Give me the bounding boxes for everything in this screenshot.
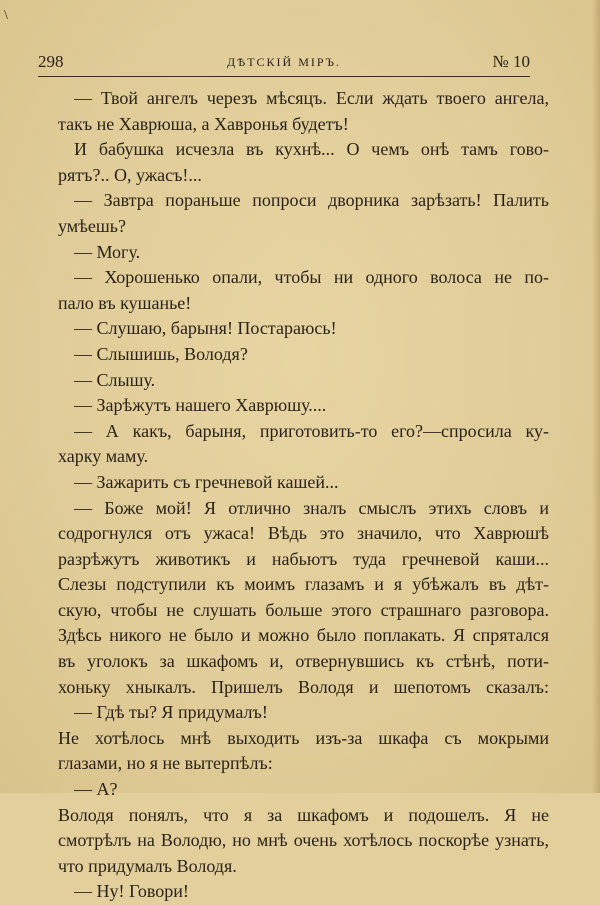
text-line: хоньку хныкалъ. Пришелъ Володя и шепотомъ сказалъ: (58, 676, 549, 697)
issue-number: № 10 (492, 52, 530, 71)
text-line: — Хорошенько опали, чтобы ни одного волоса не по- (74, 267, 549, 288)
text-line: И бабушка исчезла въ кухнѣ... О чемъ онѣ тамъ гово- (74, 139, 549, 160)
text-line: харку маму. (58, 446, 149, 467)
body-text (58, 86, 549, 905)
text-line: — Слышишь, Володя? (74, 343, 248, 364)
text-line: — Ну! Говори! (74, 881, 189, 902)
text-line: Не хотѣлось мнѣ выходить изъ-за шкафа съ мокрыми (58, 727, 549, 748)
text-line: глазами, но я не вытерпѣлъ: (58, 753, 273, 774)
text-line: — Боже мой! Я отлично зналъ смыслъ этихъ словъ и (74, 497, 549, 518)
text-line: — Зарѣжутъ нашего Хаврюшу.... (74, 395, 327, 416)
text-line: пало въ кушанье! (58, 292, 192, 313)
text-line: — Твой ангелъ черезъ мѣсяцъ. Если ждать твоего ангела, (74, 88, 549, 108)
margin-mark: \ (4, 8, 8, 23)
text-line: скую, чтобы не слушать больше этого страшнаго разговора. (58, 599, 549, 620)
page-edge-shadow (592, 0, 600, 793)
text-line: — Могу. (74, 241, 141, 262)
text-line: такъ не Хаврюша, а Хавронья будетъ! (58, 113, 349, 134)
text-line: — Завтра пораньше попроси дворника зарѣзать! Палить (74, 190, 549, 211)
page-number: 298 (38, 52, 64, 71)
text-line: Слезы подступили къ моимъ глазамъ и я убѣжалъ въ дѣт- (58, 574, 549, 595)
text-line: — А? (74, 779, 118, 800)
header-rule (38, 76, 530, 77)
text-line: — Слушаю, барыня! Постараюсь! (74, 318, 337, 339)
text-line: содрогнулся отъ ужаса! Вѣдь это значило, что Хаврюшѣ (58, 523, 549, 544)
text-line: смотрѣлъ на Володю, но мнѣ очень хотѣлось поскорѣе узнать, (58, 830, 549, 851)
text-line: умѣешь? (58, 215, 126, 236)
text-line: — Гдѣ ты? Я придумалъ! (74, 702, 268, 723)
text-line: рятъ?.. О, ужасъ!... (58, 164, 202, 185)
text-line: — Зажарить съ гречневой кашей... (74, 471, 339, 492)
text-line: что придумалъ Володя. (58, 855, 237, 876)
text-line: Володя понялъ, что я за шкафомъ и подошелъ. Я не (58, 804, 549, 825)
text-line: Здѣсь никого не было и можно было поплакать. Я спрятался (58, 625, 549, 646)
running-title: ДѢТСКІЙ МІРЪ. (226, 55, 342, 69)
text-line: въ уголокъ за шкафомъ и, отвернувшись къ стѣнѣ, поти- (58, 651, 549, 672)
text-line: — Слышу. (74, 369, 156, 390)
running-header (38, 52, 530, 74)
text-line: — А какъ, барыня, приготовить-то его?—спросила ку- (74, 420, 549, 441)
text-line: разрѣжутъ животикъ и набьютъ туда гречневой каши... (58, 548, 549, 569)
